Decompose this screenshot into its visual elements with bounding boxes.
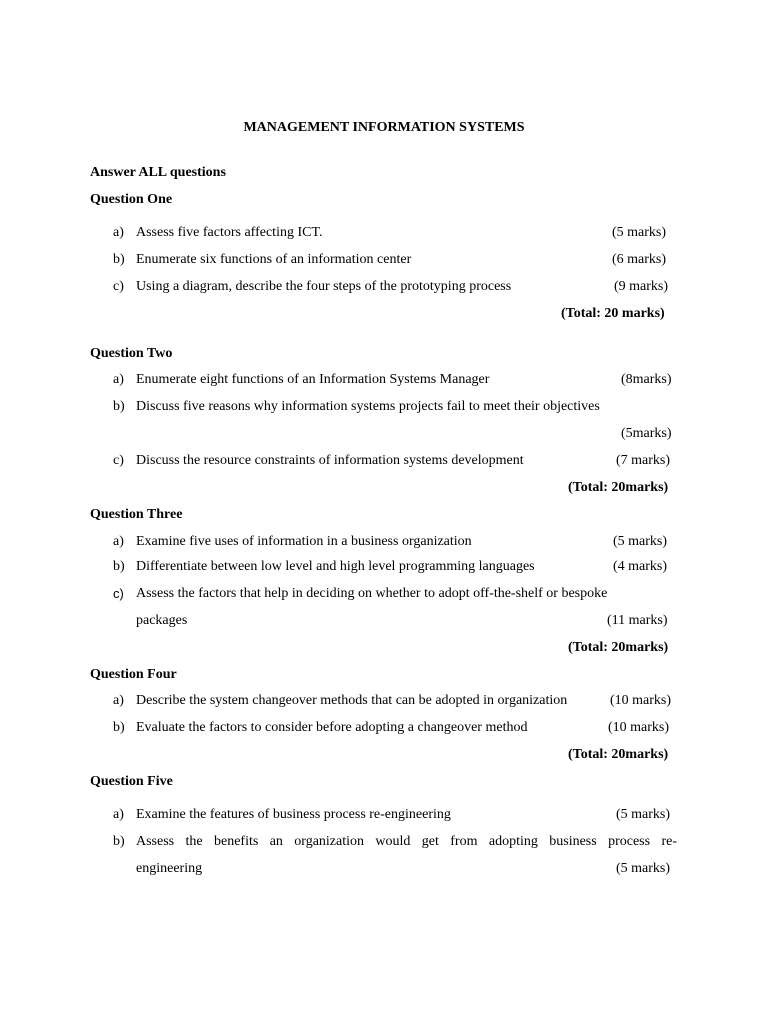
item-label: b) <box>113 252 125 267</box>
item-marks: (5 marks) <box>616 807 671 822</box>
item-marks: (10 marks) <box>610 693 672 708</box>
question-total: (Total: 20 marks) <box>561 306 665 321</box>
question-heading: Question Two <box>90 346 173 361</box>
item-label: a) <box>113 693 124 708</box>
question-total: (Total: 20marks) <box>568 747 669 762</box>
item-text: Examine five uses of information in a business organization <box>136 534 472 549</box>
item-label: a) <box>113 225 124 240</box>
item-label: a) <box>113 807 124 822</box>
item-marks: (5 marks) <box>612 225 667 240</box>
item-marks: (5 marks) <box>613 534 668 549</box>
item-text: Assess five factors affecting ICT. <box>136 225 323 240</box>
item-text: Evaluate the factors to consider before adopting a changeover method <box>136 720 528 735</box>
item-marks: (9 marks) <box>614 279 669 294</box>
item-marks: (5 marks) <box>616 861 671 876</box>
item-text: Assess the benefits an organization would get from adopting business process re- <box>136 834 677 849</box>
question-heading: Question One <box>90 192 173 207</box>
item-label: a) <box>113 372 124 387</box>
item-label: c) <box>113 453 124 468</box>
item-text: Using a diagram, describe the four steps of the prototyping process <box>136 279 512 294</box>
item-label: b) <box>113 559 125 574</box>
item-label: b) <box>113 399 125 414</box>
document-title: MANAGEMENT INFORMATION SYSTEMS <box>243 120 525 135</box>
item-marks: (7 marks) <box>616 453 671 468</box>
item-label: a) <box>113 534 124 549</box>
item-marks: (8marks) <box>621 372 672 387</box>
item-marks: (6 marks) <box>612 252 667 267</box>
item-text: Differentiate between low level and high level programming languages <box>136 559 535 574</box>
item-label: b) <box>113 834 125 849</box>
item-text-continuation: packages <box>136 613 188 628</box>
question-heading: Question Three <box>90 507 183 522</box>
item-marks: (5marks) <box>621 426 672 441</box>
item-marks: (4 marks) <box>613 559 668 574</box>
item-text: Discuss five reasons why information systems projects fail to meet their objectives <box>136 399 600 414</box>
instructions: Answer ALL questions <box>90 165 226 180</box>
item-text: Enumerate six functions of an information center <box>136 252 412 267</box>
item-marks: (11 marks) <box>607 613 668 628</box>
item-text: Assess the factors that help in deciding on whether to adopt off-the-shelf or bespoke <box>136 586 608 601</box>
question-total: (Total: 20marks) <box>568 640 669 655</box>
question-heading: Question Four <box>90 667 177 682</box>
item-text: Discuss the resource constraints of information systems development <box>136 453 524 468</box>
item-marks: (10 marks) <box>608 720 670 735</box>
item-text: Describe the system changeover methods that can be adopted in organization <box>136 693 568 708</box>
item-text: Enumerate eight functions of an Information Systems Manager <box>136 372 490 387</box>
item-label: c) <box>113 279 124 294</box>
question-heading: Question Five <box>90 774 173 789</box>
item-label: b) <box>113 720 125 735</box>
item-text-continuation: engineering <box>136 861 203 876</box>
question-total: (Total: 20marks) <box>568 480 669 495</box>
item-text: Examine the features of business process re-engineering <box>136 807 451 822</box>
item-label: c) <box>113 586 124 601</box>
